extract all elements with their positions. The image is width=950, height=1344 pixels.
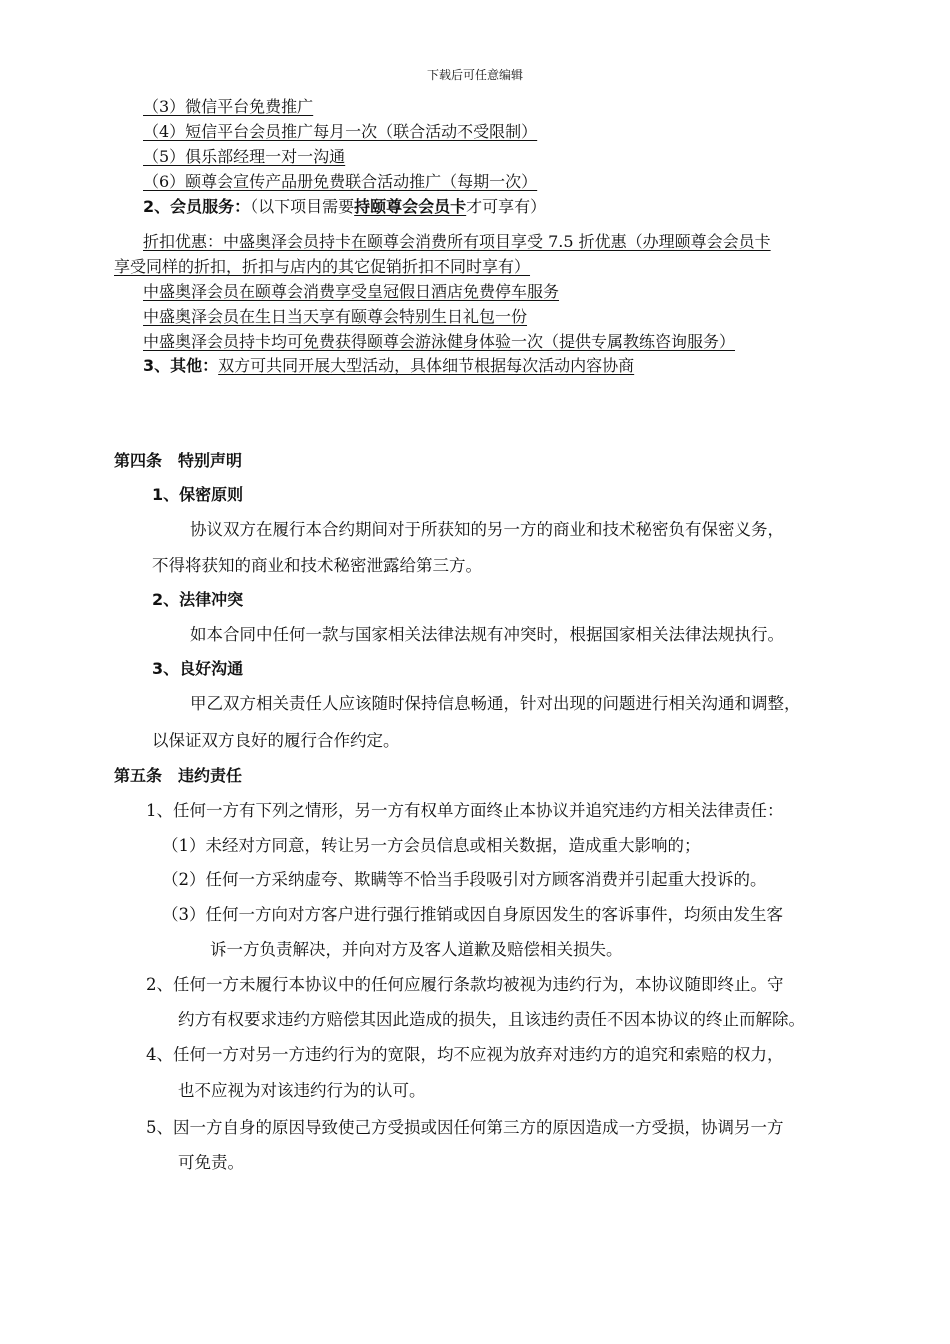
- discount-line-1: 折扣优惠：中盛奥泽会员持卡在颐尊会消费所有项目享受 7.5 折优惠（办理颐尊会会员卡: [143, 232, 771, 251]
- promo-item-4: （4）短信平台会员推广每月一次（联合活动不受限制）: [143, 122, 538, 141]
- article4-s3-heading: 3、良好沟通: [152, 659, 244, 678]
- article4-s3-line1: 甲乙双方相关责任人应该随时保持信息畅通，针对出现的问题进行相关沟通和调整，: [190, 694, 801, 713]
- member-service-note-bold: 持颐尊会会员卡: [354, 197, 467, 216]
- article5-clause-1-3a: （3）任何一方向对方客户进行强行推销或因自身原因发生的客诉事件，均须由发生客: [162, 905, 783, 924]
- service-item-parking: 中盛奥泽会员在颐尊会消费享受皇冠假日酒店免费停车服务: [143, 282, 560, 301]
- member-service-heading: 2、会员服务：: [143, 197, 251, 216]
- service-item-birthday: 中盛奥泽会员在生日当天享有颐尊会特别生日礼包一份: [143, 307, 528, 326]
- article4-s2-heading: 2、法律冲突: [152, 590, 244, 609]
- promo-item-6: （6）颐尊会宣传产品册免费联合活动推广（每期一次）: [143, 172, 538, 191]
- member-service-line: [143, 194, 546, 217]
- article5-clause-5b: 可免责。: [178, 1153, 244, 1172]
- other-text: 双方可共同开展大型活动，具体细节根据每次活动内容协商: [218, 356, 635, 375]
- article4-title: 第四条 特别声明: [114, 451, 243, 470]
- article4-s1-line2: 不得将获知的商业和技术秘密泄露给第三方。: [152, 556, 482, 575]
- article5-clause-1-1: （1）未经对方同意，转让另一方会员信息或相关数据，造成重大影响的；: [162, 836, 701, 855]
- promo-item-5: （5）俱乐部经理一对一沟通: [143, 147, 346, 166]
- other-heading: 3、其他：: [143, 356, 219, 375]
- promo-item-3: （3）微信平台免费推广: [143, 97, 314, 116]
- article5-clause-2a: 2、任何一方未履行本协议中的任何应履行条款均被视为违约行为，本协议随即终止。守: [146, 975, 784, 994]
- other-line: [143, 353, 634, 376]
- article5-clause-1: 1、任何一方有下列之情形，另一方有权单方面终止本协议并追究违约方相关法律责任：: [146, 801, 784, 820]
- article5-clause-2b: 约方有权要求违约方赔偿其因此造成的损失，且该违约责任不因本协议的终止而解除。: [178, 1010, 805, 1029]
- discount-line-2: 享受同样的折扣，折扣与店内的其它促销折扣不同时享有）: [114, 257, 531, 276]
- article5-clause-4a: 4、任何一方对另一方违约行为的宽限，均不应视为放弃对违约方的追究和索赔的权力，: [146, 1045, 784, 1064]
- member-service-note-post: 才可享有）: [466, 197, 547, 216]
- article5-clause-1-3b: 诉一方负责解决，并向对方及客人道歉及赔偿相关损失。: [210, 940, 623, 959]
- page-header-note: 下载后可任意编辑: [426, 68, 523, 82]
- member-service-note-pre: （以下项目需要: [250, 197, 355, 216]
- article4-s2-line1: 如本合同中任何一款与国家相关法律法规有冲突时，根据国家相关法律法规执行。: [190, 625, 784, 644]
- article5-clause-1-2: （2）任何一方采纳虚夸、欺瞒等不恰当手段吸引对方顾客消费并引起重大投诉的。: [162, 870, 767, 889]
- article5-clause-5a: 5、因一方自身的原因导致使己方受损或因任何第三方的原因造成一方受损，协调另一方: [146, 1118, 784, 1137]
- service-item-swim: 中盛奥泽会员持卡均可免费获得颐尊会游泳健身体验一次（提供专属教练咨询服务）: [143, 332, 736, 351]
- article5-clause-4b: 也不应视为对该违约行为的认可。: [178, 1081, 426, 1100]
- article4-s3-line2: 以保证双方良好的履行合作约定。: [152, 731, 400, 750]
- article4-s1-heading: 1、保密原则: [152, 485, 244, 504]
- article4-s1-line1: 协议双方在履行本合约期间对于所获知的另一方的商业和技术秘密负有保密义务，: [190, 520, 784, 539]
- article5-title: 第五条 违约责任: [114, 766, 243, 785]
